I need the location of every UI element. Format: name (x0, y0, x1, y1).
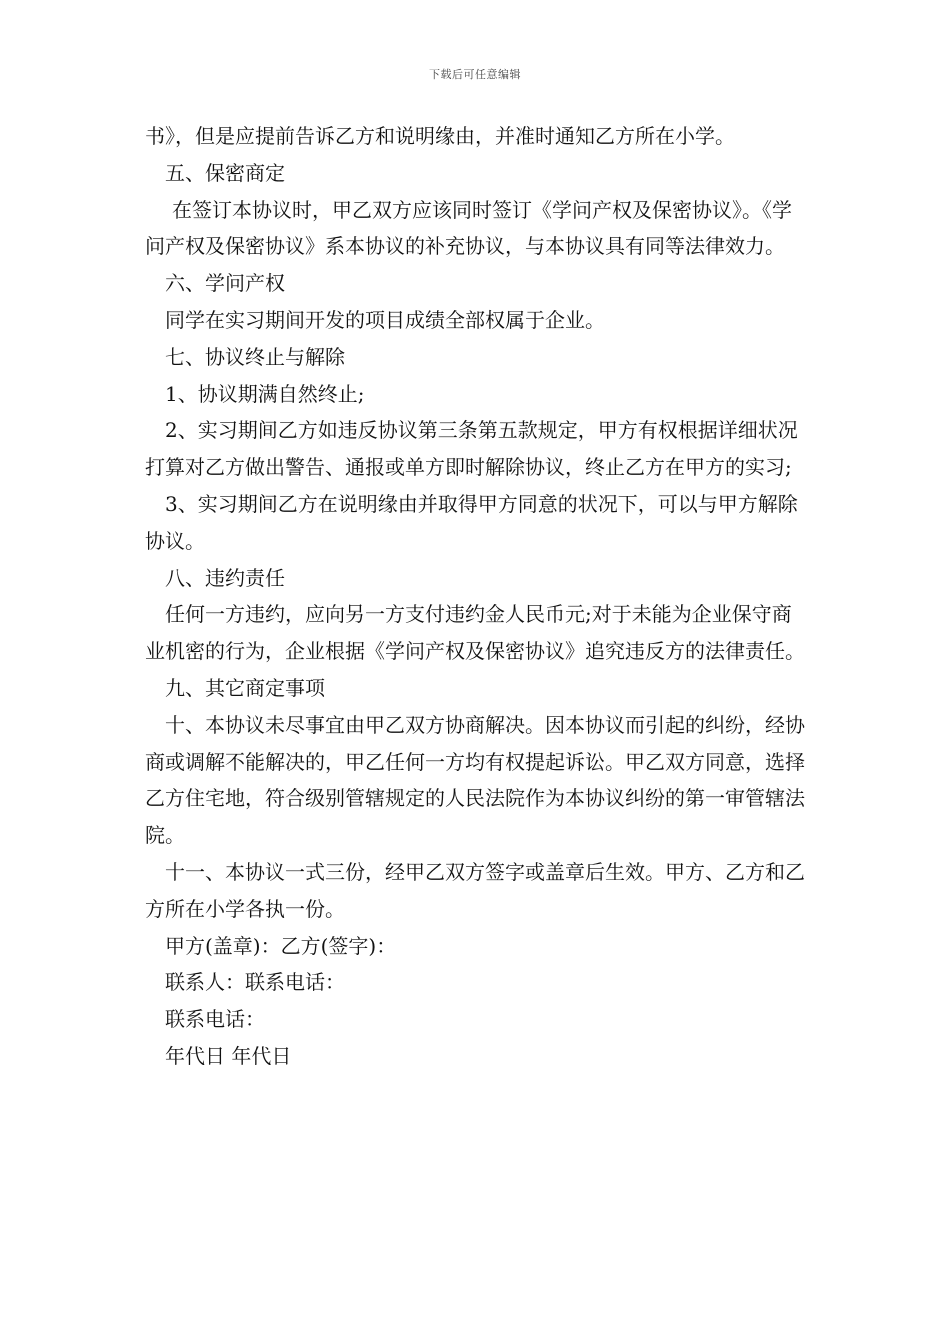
section-heading-liability: 八、违约责任 (165, 565, 285, 590)
signature-line-phone: 联系电话： (165, 1007, 265, 1032)
signature-line-date: 年代日 年代日 (165, 1043, 292, 1068)
paragraph-ip: 同学在实习期间开发的项目成绩全部权属于企业。 (165, 307, 605, 332)
paragraph-confidentiality: 在签订本协议时，甲乙双方应该同时签订《学问产权及保密协议》。《学问产权及保密协议》系本协议的补充协议，与本协议具有同等法律效力。 (145, 197, 792, 259)
page-header: 下载后可任意编辑 (429, 68, 521, 81)
section-heading-other: 九、其它商定事项 (165, 675, 325, 700)
paragraph-continuation: 书》，但是应提前告诉乙方和说明缘由，并准时通知乙方所在小学。 (145, 124, 735, 148)
signature-line-parties: 甲方(盖章)：乙方(签字)： (165, 933, 397, 958)
signature-line-contact: 联系人：联系电话： (165, 970, 345, 995)
paragraph-copies: 十一、本协议一式三份，经甲乙双方签字或盖章后生效。甲方、乙方和乙方所在小学各执一份。 (145, 859, 805, 921)
paragraph-disputes: 十、本协议未尽事宜由甲乙双方协商解决。因本协议而引起的纠纷，经协商或调解不能解决的，甲乙任何一方均有权提起诉讼。甲乙双方同意，选择乙方住宅地，符合级别管辖规定的人民法院作为本协议纠纷的第一审管辖法院。 (145, 712, 805, 848)
termination-item-2: 2、实习期间乙方如违反协议第三条第五款规定，甲方有权根据详细状况打算对乙方做出警告、通报或单方即时解除协议，终止乙方在甲方的实习; (145, 418, 798, 480)
section-heading-termination: 七、协议终止与解除 (165, 344, 345, 369)
section-heading-confidentiality: 五、保密商定 (165, 160, 285, 185)
termination-item-1: 1、协议期满自然终止; (165, 381, 365, 406)
section-heading-ip: 六、学问产权 (165, 271, 285, 296)
termination-item-3: 3、实习期间乙方在说明缘由并取得甲方同意的状况下，可以与甲方解除协议。 (145, 491, 798, 553)
paragraph-liability: 任何一方违约，应向另一方支付违约金人民币元;对于未能为企业保守商业机密的行为，企业根据《学问产权及保密协议》追究违反方的法律责任。 (145, 602, 805, 664)
document-body (145, 118, 810, 1075)
